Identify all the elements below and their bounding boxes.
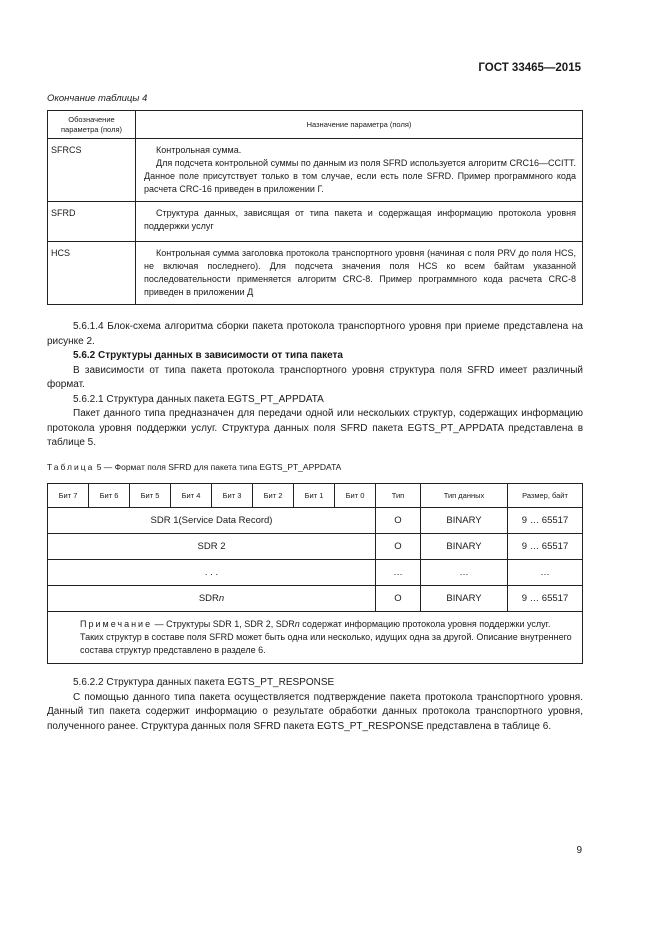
record-type: O	[376, 508, 421, 534]
table-row	[48, 586, 583, 612]
table-header-row	[48, 111, 583, 139]
record-data-type: BINARY	[421, 508, 508, 534]
description-line: Для подсчета контрольной суммы по данным из поля SFRD используется алгоритм CRC16—CCITT. Данное поле присутствует только в том случае, если есть поле SFRD. Пример программного кода расчета CRC-16 приведен в приложении Г.	[144, 158, 576, 194]
table-row	[48, 560, 583, 586]
record-data-type: BINARY	[421, 586, 508, 612]
col-header: Бит 1	[294, 484, 335, 508]
record-name: SDR 2	[48, 534, 376, 560]
param-description	[136, 139, 583, 202]
table-header-row	[48, 484, 583, 508]
param-description	[136, 242, 583, 305]
param-name: SFRCS	[48, 139, 136, 202]
table-row	[48, 534, 583, 560]
record-name-prefix: SDR	[198, 593, 219, 604]
section-heading: 5.6.2 Структуры данных в зависимости от типа пакета	[73, 350, 343, 361]
body-section-2	[47, 676, 583, 734]
record-data-type: …	[421, 560, 508, 586]
record-type: O	[376, 586, 421, 612]
record-name-index: n	[218, 593, 225, 604]
col-header: Бит 5	[130, 484, 171, 508]
note-italic: n	[294, 619, 300, 629]
record-type: O	[376, 534, 421, 560]
table-5-caption	[47, 462, 341, 472]
paragraph: С помощью данного типа пакета осуществляется подтверждение пакета протокола транспортного уровня. Данный тип пакета содержит информацию о результате обработки данных протокола транспортного уровня, полученного ранее. Структура данных поля SFRD пакета EGTS_PT_RESPONSE представлена в таблице 6.	[47, 691, 583, 732]
param-description	[136, 202, 583, 242]
table-row	[48, 242, 583, 305]
table-5	[47, 483, 583, 664]
param-name: SFRD	[48, 202, 136, 242]
record-data-type: BINARY	[421, 534, 508, 560]
paragraph: Пакет данного типа предназначен для передачи одной или нескольких структур, содержащих информацию протокола уровня поддержки услуг. Структура данных поля SFRD пакета EGTS_PT_APPDATA представлена в таблице 5.	[47, 408, 583, 448]
note-part: содержат информацию протокола уровня поддержки услуг. Таких структур в составе поля SFRD может быть одна или несколько, идущих одна за другой. Описание внутреннего состава структур представлено в разделе 6.	[80, 619, 572, 655]
note-part: — Структуры SDR 1, SDR 2, SDR	[152, 619, 295, 629]
col-header: Бит 2	[253, 484, 294, 508]
caption-word: Таблица	[47, 462, 95, 472]
record-size: 9 … 65517	[508, 586, 583, 612]
record-name: . . .	[48, 560, 376, 586]
note-word: Примечание	[80, 619, 153, 629]
description-line: Контрольная сумма заголовка протокола транспортного уровня (начиная с поля PRV до поля HCS, не включая последнего). Для подсчета значения поля HCS ко всем байтам указанной последовательности применяется алгоритм CRC-8. Пример программного кода расчета CRC-8 приведен в приложении Д	[144, 248, 576, 297]
table-note	[48, 612, 583, 664]
record-name: SDR 1(Service Data Record)	[48, 508, 376, 534]
col-header: Бит 0	[335, 484, 376, 508]
record-name	[48, 586, 376, 612]
col-header: Тип	[376, 484, 421, 508]
table-4	[47, 110, 583, 305]
col-param-header: Обозначение параметра (поля)	[48, 111, 136, 139]
paragraph: В зависимости от типа пакета протокола транспортного уровня структура поля SFRD имеет различный формат.	[47, 364, 583, 390]
col-header: Размер, байт	[508, 484, 583, 508]
record-size: 9 … 65517	[508, 508, 583, 534]
col-header: Тип данных	[421, 484, 508, 508]
table-row	[48, 139, 583, 202]
record-size: 9 … 65517	[508, 534, 583, 560]
table-4-continuation-caption: Окончание таблицы 4	[47, 93, 148, 104]
record-type: …	[376, 560, 421, 586]
subsection-heading: 5.6.2.2 Структура данных пакета EGTS_PT_RESPONSE	[73, 677, 335, 688]
col-header: Бит 4	[171, 484, 212, 508]
paragraph: 5.6.1.4 Блок-схема алгоритма сборки пакета протокола транспортного уровня при приеме представлена на рисунке 2.	[47, 321, 583, 347]
col-desc-header: Назначение параметра (поля)	[136, 111, 583, 139]
body-section-1	[47, 320, 583, 451]
record-size: …	[508, 560, 583, 586]
table-row	[48, 202, 583, 242]
table-row	[48, 508, 583, 534]
caption-text: 5 — Формат поля SFRD для пакета типа EGTS_PT_APPDATA	[94, 462, 342, 472]
param-name: HCS	[48, 242, 136, 305]
subsection-heading: 5.6.2.1 Структура данных пакета EGTS_PT_APPDATA	[73, 393, 324, 405]
note-text	[54, 618, 574, 657]
standard-code: ГОСТ 33465—2015	[478, 62, 581, 74]
col-header: Бит 3	[212, 484, 253, 508]
col-header: Бит 6	[89, 484, 130, 508]
col-header: Бит 7	[48, 484, 89, 508]
description-line: Структура данных, зависящая от типа пакета и содержащая информацию протокола уровня поддержки услуг	[144, 208, 576, 231]
description-line: Контрольная сумма.	[156, 145, 242, 155]
page-number: 9	[576, 845, 582, 856]
table-note-row	[48, 612, 583, 664]
